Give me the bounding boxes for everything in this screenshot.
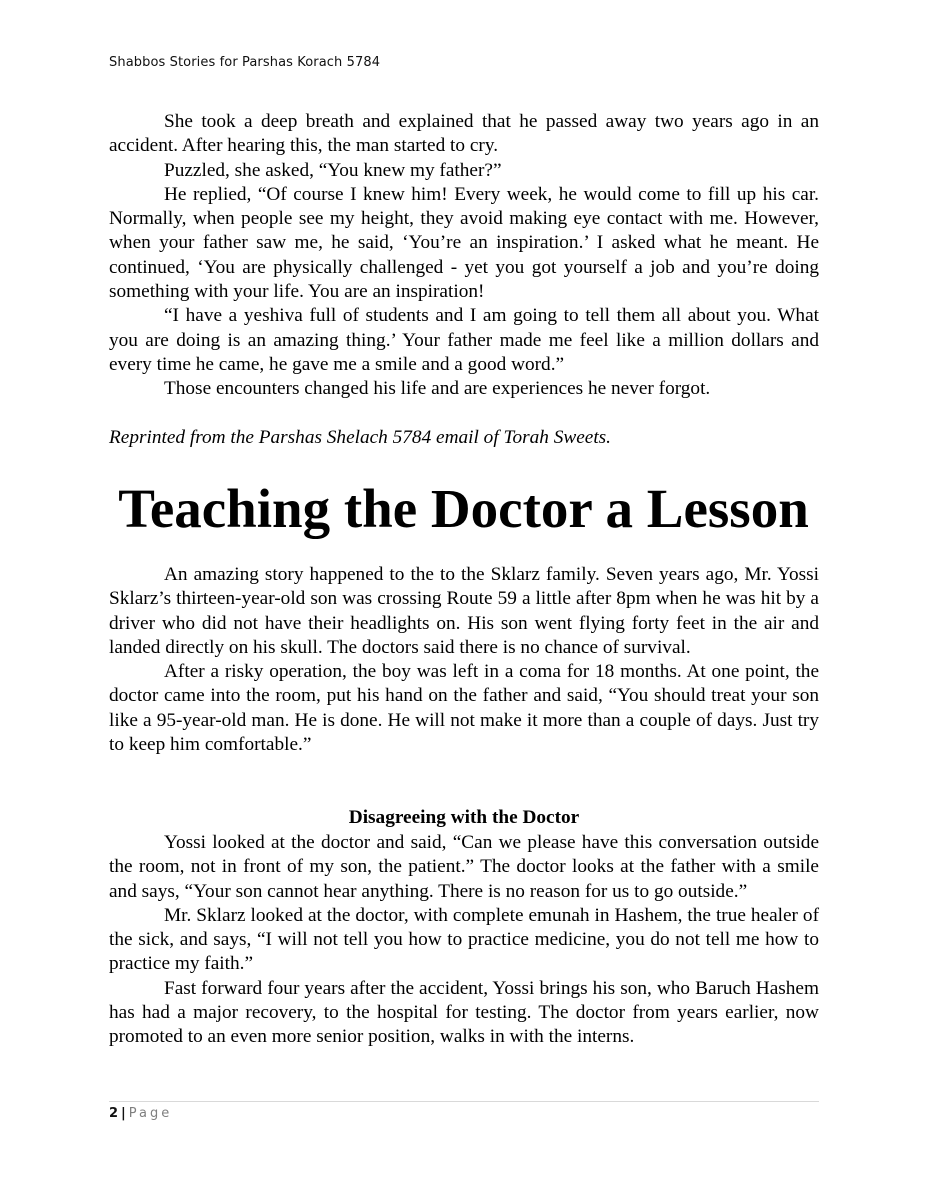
page-footer (109, 1106, 172, 1121)
footer-divider (109, 1101, 819, 1102)
article-section-body (109, 831, 819, 1050)
paragraph: An amazing story happened to the to the Sklarz family. Seven years ago, Mr. Yossi Sklarz’s thirteen-year-old son was crossing Route 59 a little after 8pm when he was hit by a driver who did not have their headlights on. His son went flying forty feet in the air and landed directly on his skull. The doctors said there is no chance of survival. (109, 564, 819, 658)
page-separator: | (121, 1106, 126, 1121)
paragraph: “I have a yeshiva full of students and I am going to tell them all about you. What you are doing is an amazing thing.’ Your father made me feel like a million dollars and every time he came, he gave me a smile and a good word.” (109, 305, 819, 375)
paragraph: Yossi looked at the doctor and said, “Can we please have this conversation outside the room, not in front of my son, the patient.” The doctor looks at the father with a smile and says, “Your son cannot hear anything. There is no reason for us to go outside.” (109, 832, 819, 902)
section-subheading: Disagreeing with the Doctor (348, 807, 580, 828)
article-intro (109, 563, 819, 757)
paragraph: She took a deep breath and explained that he passed away two years ago in an accident. After hearing this, the man started to cry. (109, 111, 819, 157)
story-continuation (109, 110, 819, 402)
article-title: Teaching the Doctor a Lesson (118, 478, 809, 539)
reprint-note: Reprinted from the Parshas Shelach 5784 email of Torah Sweets. (109, 427, 611, 448)
paragraph: Puzzled, she asked, “You knew my father?” (164, 159, 502, 181)
running-header: Shabbos Stories for Parshas Korach 5784 (109, 55, 381, 70)
paragraph: Those encounters changed his life and are experiences he never forgot. (164, 378, 711, 400)
paragraph: He replied, “Of course I knew him! Every week, he would come to fill up his car. Normally, when people see my height, they avoid making eye contact with me. However, when your father saw me, he said, ‘You’re an inspiration.’ I asked what he meant. He continued, ‘You are physically challenged - yet you got yourself a job and you’re doing something with your life. You are an inspiration! (109, 183, 819, 303)
page-label: Page (128, 1106, 173, 1121)
page-number: 2 (109, 1106, 119, 1121)
paragraph: After a risky operation, the boy was left in a coma for 18 months. At one point, the doctor came into the room, put his hand on the father and said, “You should treat your son like a 95-year-old man. He is done. He will not make it more than a couple of days. Just try to keep him comfortable.” (109, 661, 819, 756)
paragraph: Mr. Sklarz looked at the doctor, with complete emunah in Hashem, the true healer of the sick, and says, “I will not tell you how to practice medicine, you do not tell me how to practice my faith.” (109, 904, 819, 975)
paragraph: Fast forward four years after the accident, Yossi brings his son, who Baruch Hashem has had a major recovery, to the hospital for testing. The doctor from years earlier, now promoted to an even more senior position, walks in with the interns. (109, 977, 819, 1048)
